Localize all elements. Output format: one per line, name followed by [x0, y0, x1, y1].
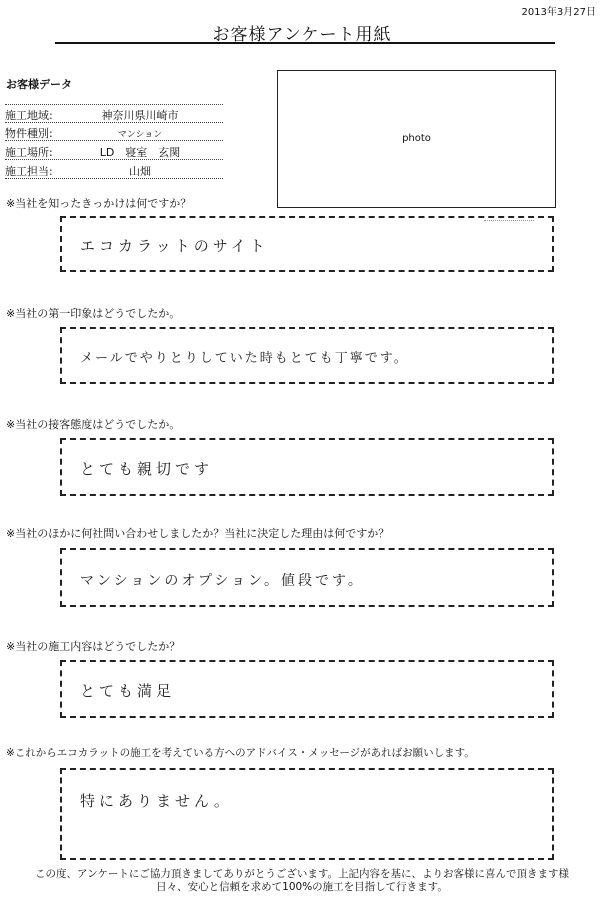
- answer-1: エコカラットのサイト: [80, 237, 269, 255]
- answer-box-3: [60, 438, 554, 496]
- info-label: 施工地域:: [5, 109, 53, 122]
- answer-6: 特にありません。: [80, 792, 233, 810]
- page-title: お客様アンケート用紙: [212, 25, 392, 45]
- answer-5: とても満足: [80, 682, 176, 700]
- question-6: ※これからエコカラットの施工を考えている方へのアドバイス・メッセージがあればお願いします。: [6, 747, 475, 759]
- info-row-location: [5, 142, 223, 160]
- question-4: ※当社のほかに何社問い合わせしましたか？当社に決定した理由は何ですか？: [6, 527, 390, 540]
- answer-4: マンションのオプション。値段です。: [80, 573, 365, 589]
- photo-placeholder: [277, 70, 556, 208]
- answer-box-6: [60, 768, 554, 860]
- question-5: ※当社の施工内容はどうでしたか？: [6, 640, 181, 653]
- info-row-area: [5, 104, 223, 123]
- info-label: 施工担当:: [5, 165, 53, 178]
- title-underline: [55, 42, 555, 44]
- info-value: 神奈川県川崎市: [101, 109, 179, 122]
- answer-2: メールでやりとりしていた時もとても丁寧です。: [80, 351, 409, 366]
- info-value: 山畑: [129, 165, 151, 178]
- info-row-property-type: [5, 123, 223, 141]
- answer-3: とても親切です: [80, 460, 214, 478]
- answer-box-5: [60, 660, 554, 718]
- answer-box-4: [60, 548, 554, 607]
- question-3: ※当社の接客態度はどうでしたか。: [6, 418, 181, 431]
- footer-line-2: 日々、安心と信頼を求めて100%の施工を目指して行きます。: [156, 881, 448, 893]
- info-value: マンション: [117, 130, 163, 140]
- footer-line-1: この度、アンケートにご協力頂きましてありがとうございます。上記内容を基に、よりお客様に喜んで頂きます様: [34, 868, 570, 880]
- answer-box-2: [60, 327, 554, 384]
- question-1: ※当社を知ったきっかけは何ですか？: [6, 197, 192, 210]
- question-2: ※当社の第一印象はどうでしたか。: [6, 307, 181, 320]
- info-label: 施工場所:: [5, 146, 53, 159]
- survey-date: 2013年3月27日: [521, 7, 596, 18]
- info-value: LD 寝室 玄関: [99, 146, 181, 159]
- customer-data-heading: お客様データ: [6, 78, 72, 91]
- info-row-staff: [5, 161, 223, 179]
- photo-label: photo: [402, 133, 431, 144]
- info-label: 物件種別:: [5, 127, 53, 140]
- answer-box-1: [60, 216, 554, 272]
